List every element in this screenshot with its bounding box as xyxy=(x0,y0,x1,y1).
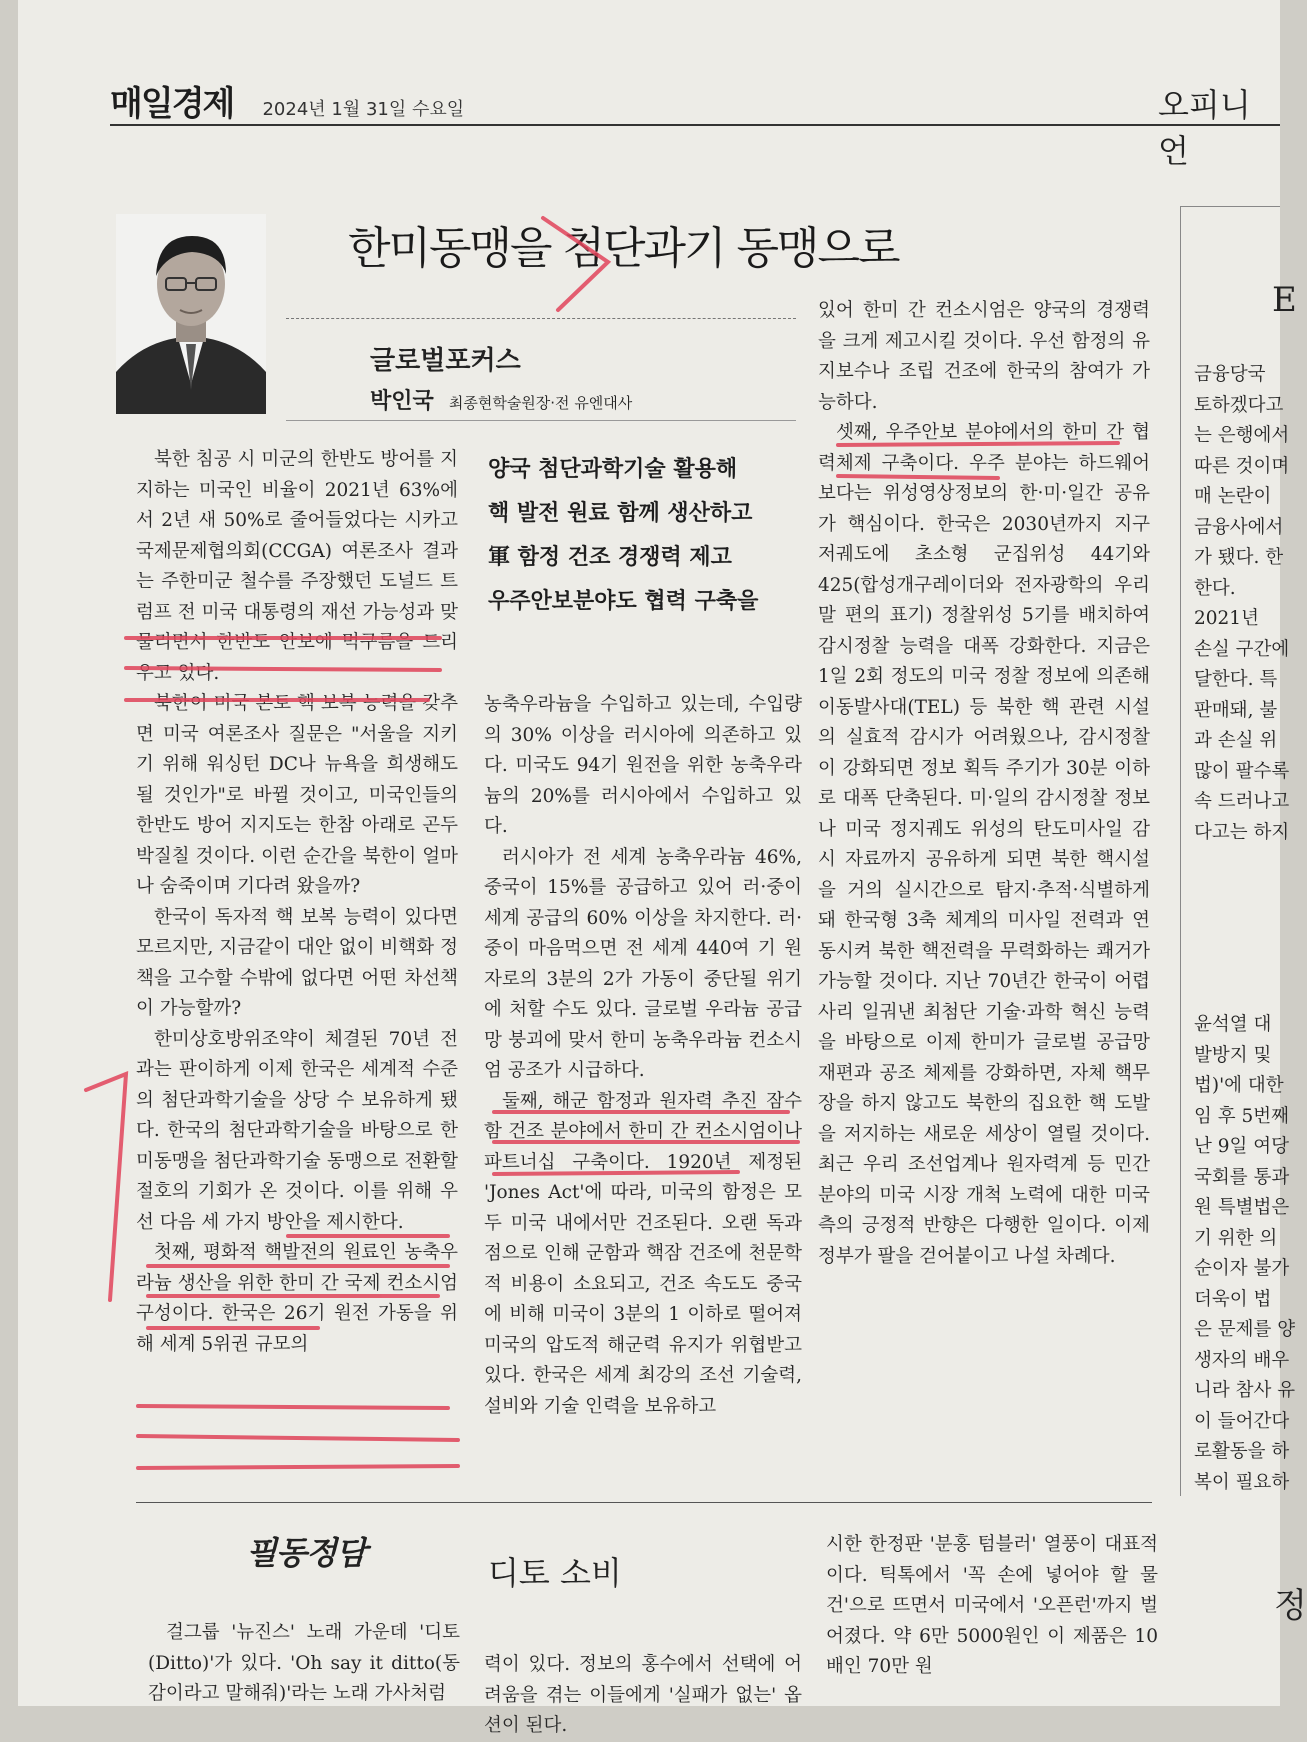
pen-tick xyxy=(86,1074,126,1300)
side-line: 판매돼, 불 xyxy=(1194,699,1278,721)
paragraph: 첫째, 평화적 핵발전의 원료인 농축우라늄 생산을 위한 한미 간 국제 컨소시엄 구성이다. 한국은 26기 원전 가동을 위해 세계 5위권 규모의 xyxy=(136,1242,458,1355)
side-line: 법)'에 대한 xyxy=(1194,1075,1284,1096)
paragraph: 걸그룹 '뉴진스' 노래 가운데 '디토(Ditto)'가 있다. 'Oh say it ditto(동감이라고 말해줘)'라는 노래 가사처럼 xyxy=(148,1622,460,1704)
paragraph: 있어 한미 간 컨소시엄은 양국의 경쟁력을 크게 제고시킬 것이다. 우선 함정의 유지보수나 조립 건조에 한국의 참여가 가능하다. xyxy=(818,300,1150,413)
paragraph: 둘째, 해군 함정과 원자력 추진 잠수함 건조 분야에서 한미 간 컨소시엄이나 파트너십 구축이다. 1920년 제정된 'Jones Act'에 따라, 미국의 함정은 모두 미국 내에서만 건조된다. 오랜 독과점으로 인해 군함과 핵잠 건조에 천문학적 비용이 소요되고, 건조 속도도 중국에 비해 미국이 3분의 1 이하로 떨어져 미국의 압도적 해군력 유지가 위협받고 있다. 한국은 세계 최강의 조선 기술력, 설비와 기술 인력을 보유하고 xyxy=(484,1090,802,1417)
red-pen-annotations xyxy=(18,0,1280,1706)
side-line: 속 드러나고 xyxy=(1194,791,1290,812)
side-line: 다고는 하지 xyxy=(1194,821,1290,843)
side-line: 손실 구간에 xyxy=(1194,638,1290,660)
pen-underline xyxy=(838,443,1118,445)
column-logo-pildong: 필동정담 xyxy=(246,1534,366,1572)
side-line: 금융사에서 xyxy=(1194,516,1284,538)
paragraph: 북한 침공 시 미군의 한반도 방어를 지지하는 미국인 비율이 2021년 63%에서 2년 새 50%로 줄어들었다는 시카고 국제문제협의회(CCGA) 여론조사 결과는 주한미군 철수를 주장했던 도널드 트럼프 전 미국 대통령의 재선 가능성과 맞물리면서 한반도 안보에 먹구름을 드리우고 있다. xyxy=(136,449,458,684)
side-line: 원 특별법은 xyxy=(1194,1197,1290,1218)
side-line: 매 논란이 xyxy=(1194,486,1272,507)
side-line: 생자의 배우 xyxy=(1194,1349,1290,1371)
side-line: 임 후 5번째 xyxy=(1194,1105,1290,1127)
paragraph: 력이 있다. 정보의 홍수에서 선택에 어려움을 겪는 이들에게 '실패가 없는' 옵션이 된다. xyxy=(484,1654,802,1736)
side-line: 달한다. 특 xyxy=(1194,669,1278,690)
pen-underline xyxy=(138,1436,458,1440)
subhead-line: 핵 발전 원료 함께 생산하고 xyxy=(488,501,753,526)
subhead-line: 양국 첨단과학기술 활용해 xyxy=(488,457,738,482)
side-line: 2021년 xyxy=(1194,608,1259,629)
side-column-letter: E xyxy=(1272,280,1297,320)
pen-underline xyxy=(138,1466,458,1468)
pen-underline xyxy=(838,476,998,478)
side-line: 복이 필요하 xyxy=(1194,1471,1290,1493)
side-line: 한다. xyxy=(1194,577,1236,599)
side-line: 니라 참사 유 xyxy=(1194,1380,1296,1401)
side-line: 는 은행에서 xyxy=(1194,425,1290,446)
author-title: 최종현학술원장·전 유엔대사 xyxy=(448,394,633,412)
side-line: 더욱이 법 xyxy=(1194,1288,1272,1310)
side-line: 가 됐다. 한 xyxy=(1194,547,1284,568)
column-label: 글로벌포커스 xyxy=(370,346,521,376)
side-line: 많이 팔수록 xyxy=(1194,760,1290,782)
side-line: 국회를 통과 xyxy=(1194,1166,1290,1188)
paragraph: 한국이 독자적 핵 보복 능력이 있다면 모르지만, 지금같이 대안 없이 비핵화 정책을 고수할 수밖에 없다면 어떤 차선책이 가능할까? xyxy=(136,906,458,1019)
paragraph: 셋째, 우주안보 분야에서의 한미 간 협력체제 구축이다. 우주 분야는 하드웨어보다는 위성영상정보의 한·미·일간 공유가 핵심이다. 한국은 2030년까지 지구 저궤도에 초소형 군집위성 44기와 425(합성개구레이더와 전자광학의 우리말 편의 표기) 정찰위성 5기를 배치하여 감시정찰 능력을 대폭 강화한다. 지금은 1일 2회 정도의 미국 정찰 정보에 의존해 이동발사대(TEL) 등 북한 핵 관련 시설의 실효적 감시가 어려웠으나, 감시정찰이 강화되면 정보 획득 주기가 30분 이하로 대폭 단축된다. 미·일의 감시정찰 정보나 미국 정지궤도 위성의 탄도미사일 감시 자료까지 공유하게 되면 북한 핵시설을 거의 실시간으로 탐지·추적·식별하게 돼 한국형 3축 체계의 미사일 전력과 연동시켜 북한 핵전력을 무력화하는 쾌거가 가능할 것이다. 지난 70년간 한국이 어렵사리 일궈낸 최첨단 기술·과학 혁신 능력을 바탕으로 이제 한미가 글로벌 공급망 재편과 공조 체제를 강화하면, 자체 핵무장을 하지 않고도 북한의 집요한 핵 도발을 저지하는 새로운 세상이 열릴 것이다. 최근 우리 조선업계나 원자력계 등 민간 분야의 미국 시장 개척 노력에 대한 미국 측의 긍정적 반향은 다행한 일이다. 이제 정부가 팔을 걷어붙이고 나설 차례다. xyxy=(818,422,1150,1267)
side-line: 과 손실 위 xyxy=(1194,730,1278,751)
paragraph: 한미상호방위조약이 체결된 70년 전과는 판이하게 이제 한국은 세계적 수준의 첨단과학기술을 상당 수 보유하게 됐다. 한국의 첨단과학기술을 바탕으로 한미동맹을 첨단과학기술 동맹으로 전환할 절호의 기회가 온 것이다. 이를 위해 우선 다음 세 가지 방안을 제시한다. xyxy=(136,1028,458,1233)
side-line: 은 문제를 양 xyxy=(1194,1319,1296,1340)
side-line: 금융당국 xyxy=(1194,364,1266,385)
side-line: 이 들어간다 xyxy=(1194,1410,1290,1432)
side-line: 순이자 불가 xyxy=(1194,1258,1290,1279)
paragraph: 농축우라늄을 수입하고 있는데, 수입량의 30% 이상을 러시아에 의존하고 있다. 미국도 94기 원전을 위한 농축우라늄의 20%를 러시아에서 수입하고 있다. xyxy=(484,694,802,837)
side-line: 로활동을 하 xyxy=(1194,1441,1290,1462)
author-name: 박인국 xyxy=(370,389,434,414)
side-bottom-char: 정 xyxy=(1274,1586,1307,1626)
paragraph: 북한이 미국 본토 핵 보복 능력을 갖추면 미국 여론조사 질문은 "서울을 지키기 위해 워싱턴 DC나 뉴욕을 희생해도 될 것인가"로 바뀔 것이고, 미국인들의 한반도 방어 지지도는 한참 아래로 곤두박질칠 것이다. 이런 순간을 북한이 얼마나 숨죽이며 기다려 왔을까? xyxy=(136,693,458,897)
side-line: 발방지 및 xyxy=(1194,1044,1272,1066)
side-line: 따른 것이며 xyxy=(1194,455,1290,477)
pen-underline xyxy=(126,668,440,670)
side-line: 윤석열 대 xyxy=(1194,1014,1272,1035)
paragraph: 시한 한정판 '분홍 텀블러' 열풍이 대표적이다. 틱톡에서 '꼭 손에 넣어야 할 물건'으로 뜨면서 미국에서 '오픈런'까지 벌어졌다. 약 6만 5000원인 이 제품은 10배인 70만 원 xyxy=(826,1534,1158,1677)
issue-date: 2024년 1월 31일 수요일 xyxy=(262,99,465,120)
bottom-article-title: 디토 소비 xyxy=(488,1554,622,1592)
side-line: 난 9일 여당 xyxy=(1194,1136,1290,1157)
paragraph: 러시아가 전 세계 농축우라늄 46%, 중국이 15%를 공급하고 있어 러·중이 세계 공급의 60% 이상을 차지한다. 러·중이 마음먹으면 전 세계 440여 기 원자로의 3분의 2가 가동이 중단될 위기에 처할 수도 있다. 글로벌 우라늄 공급망 붕괴에 맞서 한미 농축우라늄 컨소시엄 공조가 시급하다. xyxy=(484,846,802,1081)
headline: 한미동맹을 첨단과기 동맹으로 xyxy=(348,223,899,274)
side-line: 토하겠다고 xyxy=(1194,394,1284,416)
side-line: 기 위한 의 xyxy=(1194,1227,1278,1249)
pen-underline xyxy=(138,1406,448,1408)
pen-check-mark xyxy=(543,218,608,310)
pen-underline xyxy=(494,1172,738,1174)
subhead-line: 軍 함정 건조 경쟁력 제고 xyxy=(488,545,732,570)
section-label: 오피니언 xyxy=(1158,86,1251,170)
newspaper-page xyxy=(18,0,1307,1736)
subhead-line: 우주안보분야도 협력 구축을 xyxy=(488,589,759,614)
newspaper-name: 매일경제 xyxy=(110,84,234,124)
